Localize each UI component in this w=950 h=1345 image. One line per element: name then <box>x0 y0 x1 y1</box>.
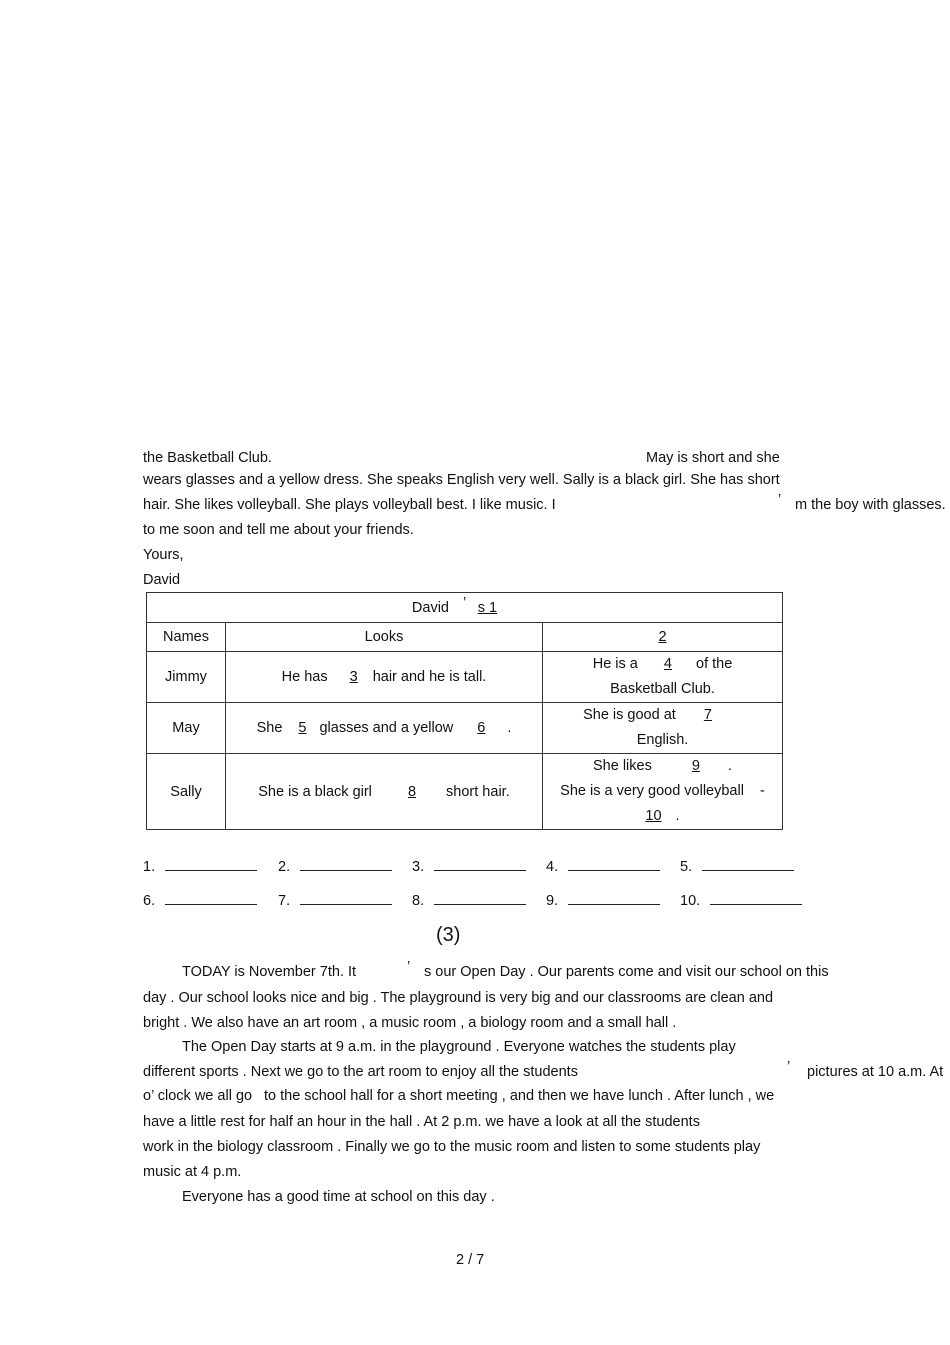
answer-line <box>165 892 257 905</box>
passage-p2-line3-b: to the school hall for a short meeting , and then we have lunch . After lunch , we <box>264 1088 775 1104</box>
table-row <box>147 754 783 830</box>
header-looks: Looks <box>226 623 543 652</box>
row-looks <box>226 652 543 703</box>
other-line-2: English. <box>636 732 689 748</box>
looks-text: She is a black girl <box>258 783 372 800</box>
answer-number: 5. <box>680 859 693 875</box>
answer-blank[interactable] <box>546 858 660 875</box>
answer-line <box>165 858 257 871</box>
answer-number: 2. <box>278 859 291 875</box>
answer-blank[interactable] <box>680 858 794 875</box>
answer-blank[interactable] <box>546 892 660 909</box>
answer-blank[interactable] <box>680 892 802 909</box>
answer-line <box>568 858 660 871</box>
other-line-1 <box>547 703 778 728</box>
answer-line <box>568 892 660 905</box>
answer-blank[interactable] <box>143 892 257 909</box>
answer-blank[interactable] <box>278 892 392 909</box>
blank-5: 5 <box>298 720 307 736</box>
row-other <box>543 754 783 830</box>
answer-blank[interactable] <box>412 892 526 909</box>
answer-number: 8. <box>412 893 425 909</box>
table-title-row <box>147 593 783 623</box>
blank-10: 10 <box>645 808 662 824</box>
answer-blank[interactable] <box>278 858 392 875</box>
answer-line <box>300 858 392 871</box>
table-title-apostrophe: ’ <box>463 594 466 611</box>
looks-text-2: glasses and a yellow <box>319 720 454 736</box>
row-looks <box>226 703 543 754</box>
other-text-2: of the <box>696 656 733 672</box>
looks-text-2: hair and he is tall. <box>372 669 487 685</box>
section-label: (3) <box>436 924 461 946</box>
answer-line <box>702 858 794 871</box>
other-line-3 <box>547 804 778 829</box>
header-names: Names <box>147 623 226 652</box>
other-text-2: . <box>727 758 732 774</box>
row-other <box>543 652 783 703</box>
header-blank: 2 <box>658 629 667 645</box>
passage-p2-line4: have a little rest for half an hour in the hall . At 2 p.m. we have a look at all the students <box>143 1114 700 1130</box>
header-blank-cell <box>543 623 783 652</box>
blank-3: 3 <box>349 669 358 685</box>
answer-line <box>710 892 802 905</box>
passage-p1-line1-b: s our Open Day . Our parents come and visit our school on this <box>424 964 829 980</box>
other-text: She is good at <box>583 707 676 723</box>
answer-number: 4. <box>546 859 559 875</box>
other-line-2: Basketball Club. <box>610 681 715 697</box>
looks-text-2: short hair. <box>446 783 510 800</box>
blank-9: 9 <box>691 758 700 774</box>
answer-number: 9. <box>546 893 559 909</box>
letter-line-1-right: May is short and she <box>646 450 780 466</box>
passage-p1-apostrophe: ’ <box>407 959 411 975</box>
row-name: Jimmy <box>147 652 226 703</box>
letter-line-4: to me soon and tell me about your friends. <box>143 522 414 538</box>
passage-p3-line1: Everyone has a good time at school on this day . <box>182 1189 495 1205</box>
row-name: May <box>147 703 226 754</box>
blank-7: 7 <box>703 707 712 723</box>
passage-p2-line3-a: o’ clock we all go <box>143 1088 253 1104</box>
blank-4: 4 <box>663 656 672 672</box>
answer-line <box>434 892 526 905</box>
table-title-blank: s 1 <box>477 599 498 616</box>
looks-text-3: . <box>507 720 512 736</box>
row-looks <box>226 754 543 830</box>
answer-line <box>434 858 526 871</box>
passage-p2-line5: work in the biology classroom . Finally we go to the music room and listen to some students play <box>143 1139 761 1155</box>
other-text: She likes <box>593 758 652 774</box>
letter-closing: Yours, <box>143 547 184 563</box>
passage-p2-line1: The Open Day starts at 9 a.m. in the playground . Everyone watches the students play <box>182 1039 736 1055</box>
letter-signature: David <box>143 572 181 588</box>
passage-p1-line1-a: TODAY is November 7th. It <box>182 964 357 980</box>
letter-line-3-apostrophe: ’ <box>778 492 782 508</box>
passage-p1-line2: day . Our school looks nice and big . The playground is very big and our classrooms are clean and <box>143 990 774 1006</box>
blank-6: 6 <box>477 720 486 736</box>
answer-number: 1. <box>143 859 156 875</box>
passage-p2-apostrophe: ’ <box>787 1059 791 1075</box>
looks-text: He has <box>281 669 328 685</box>
answer-number: 6. <box>143 893 156 909</box>
answer-blank[interactable] <box>412 858 526 875</box>
looks-text: She <box>256 720 283 736</box>
table-row <box>147 703 783 754</box>
letter-line-1-left: the Basketball Club. <box>143 450 272 466</box>
row-other <box>543 703 783 754</box>
info-table <box>146 592 783 830</box>
other-line-1 <box>547 652 778 677</box>
other-dash: - <box>759 783 765 799</box>
letter-line-2: wears glasses and a yellow dress. She speaks English very well. Sally is a black girl. She has short <box>143 472 780 488</box>
table-header-row <box>147 623 783 652</box>
passage-p2-line6: music at 4 p.m. <box>143 1164 242 1180</box>
passage-p1-line3: bright . We also have an art room , a music room , a biology room and a small hall . <box>143 1015 677 1031</box>
letter-line-3-left: hair. She likes volleyball. She plays volleyball best. I like music. I <box>143 497 556 513</box>
answer-blank[interactable] <box>143 858 257 875</box>
other-text-3: She is a very good volleyball <box>560 783 744 799</box>
answer-line <box>300 892 392 905</box>
page-number: 2 / 7 <box>456 1252 485 1268</box>
other-text-4: . <box>675 808 680 824</box>
row-name: Sally <box>147 754 226 830</box>
answer-number: 10. <box>680 893 701 909</box>
blank-8: 8 <box>407 783 417 800</box>
other-line-2 <box>547 779 778 804</box>
table-title-prefix: David <box>411 599 449 616</box>
answer-number: 3. <box>412 859 425 875</box>
other-text: He is a <box>592 656 638 672</box>
passage-p2-line2-b: pictures at 10 a.m. At <box>807 1064 944 1080</box>
table-row <box>147 652 783 703</box>
letter-line-3-right: m the boy with glasses. <box>795 497 946 513</box>
other-line-1 <box>547 754 778 779</box>
passage-p2-line2-a: different sports . Next we go to the art room to enjoy all the students <box>143 1064 578 1080</box>
table-title-cell <box>147 593 783 623</box>
answer-number: 7. <box>278 893 291 909</box>
